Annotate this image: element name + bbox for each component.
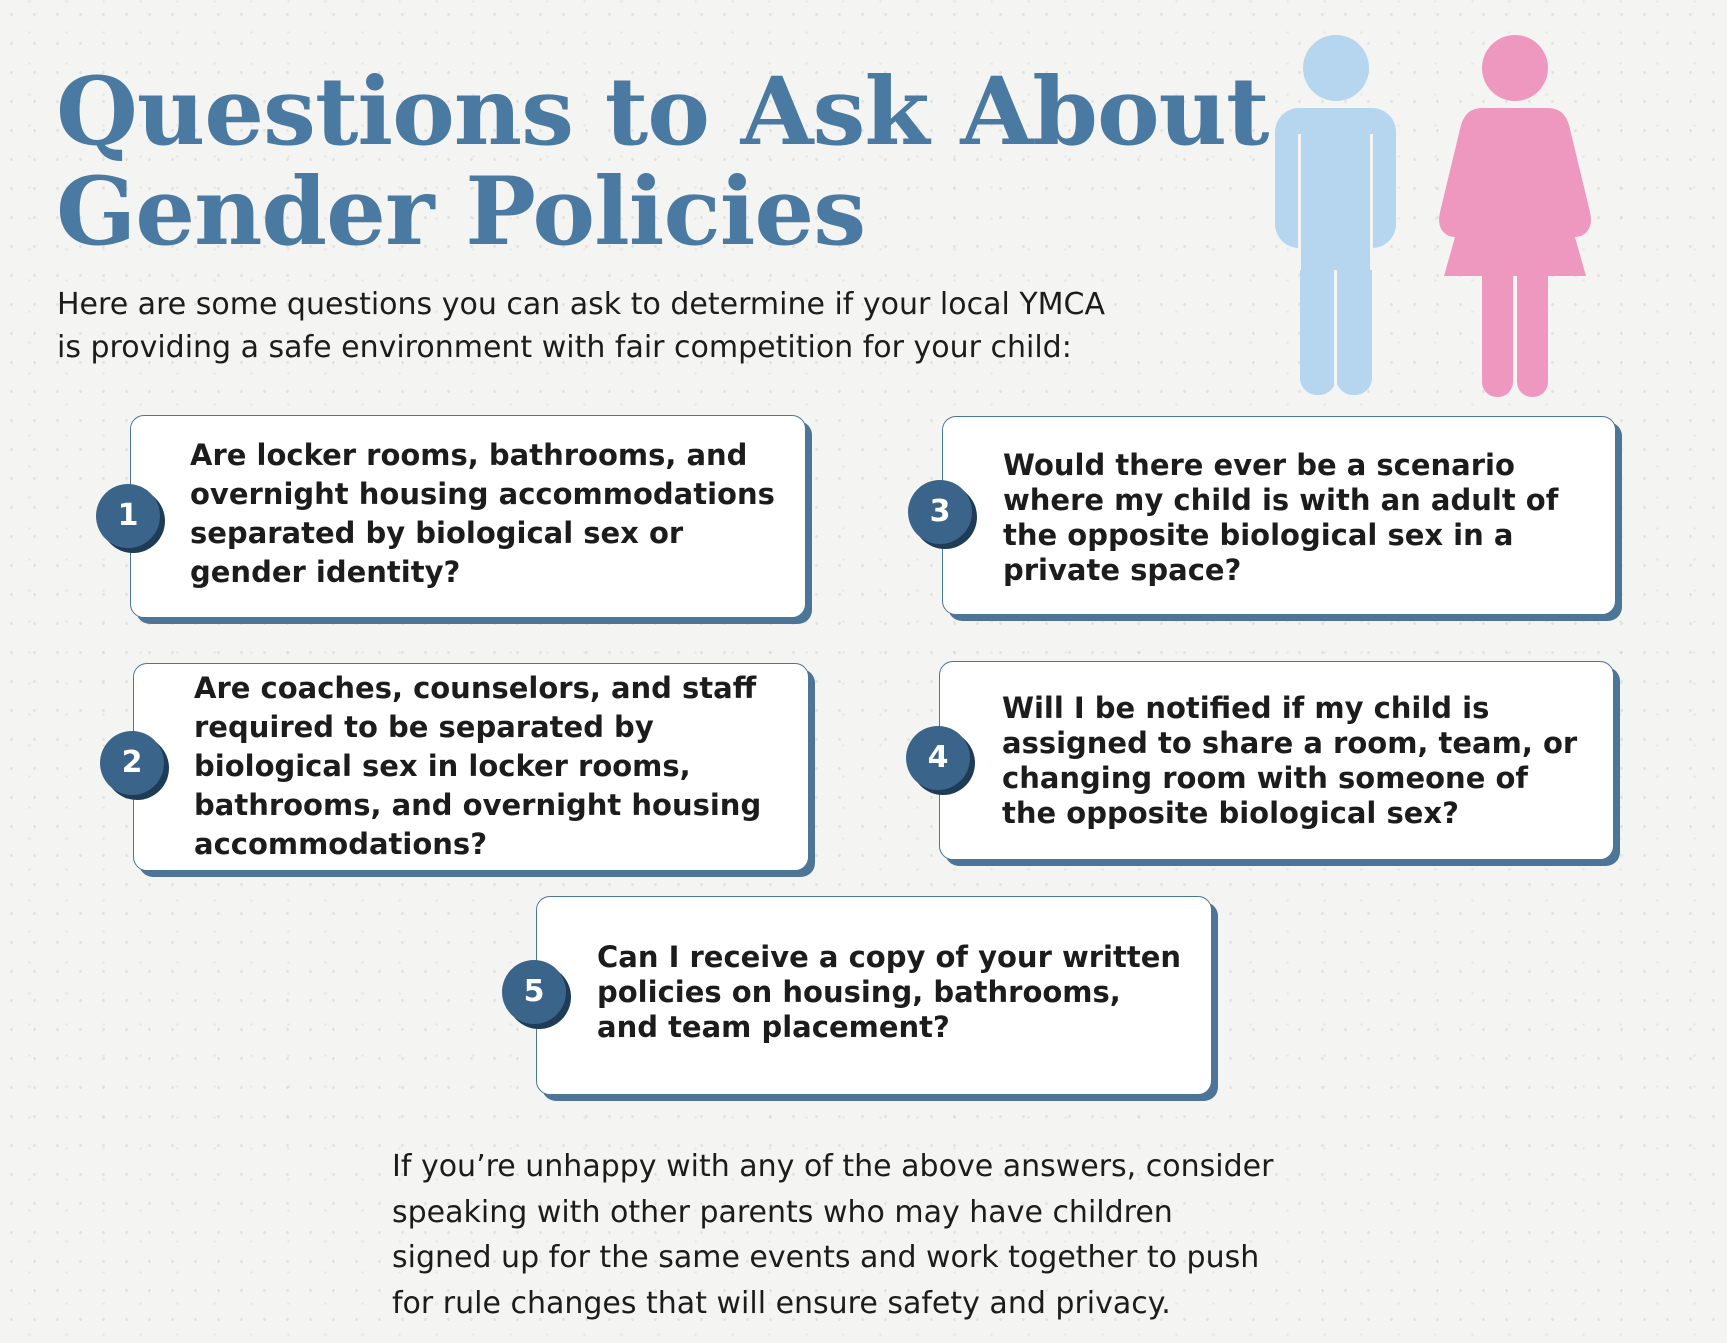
restroom-figures-illustration: [1268, 30, 1608, 400]
intro-line-2: is providing a safe environment with fair competition for your child:: [57, 330, 1072, 365]
closing-line-1: If you’re unhappy with any of the above answers, consider: [392, 1149, 1274, 1184]
question-card-1: [130, 415, 806, 618]
page-title-line-1: Questions to Ask About: [56, 57, 1269, 167]
question-4-text: Will I be notified if my child is assigned to share a room, team, or changing room with someone of the opposite biological sex?: [1002, 691, 1578, 830]
question-4-number-badge: 4: [906, 726, 970, 790]
closing-line-4: for rule changes that will ensure safety and privacy.: [392, 1285, 1171, 1321]
question-card-5: [536, 896, 1212, 1095]
question-1-number-badge: 1: [96, 484, 160, 548]
intro-paragraph: [57, 283, 1157, 369]
question-2-number-badge: 2: [100, 731, 164, 795]
page-title-line-2: Gender Policies: [56, 157, 866, 267]
question-card-2: [133, 663, 809, 871]
question-3-text: Would there ever be a scenario where my child is with an adult of the opposite biological sex in a private space?: [1003, 448, 1559, 587]
intro-line-1: Here are some questions you can ask to determine if your local YMCA: [57, 287, 1106, 322]
page-title: [56, 57, 1269, 267]
question-5-number-badge: 5: [502, 960, 566, 1024]
closing-line-3: signed up for the same events and work together to push: [392, 1240, 1260, 1275]
question-2-text: Are coaches, counselors, and staff required to be separated by biological sex in locker rooms, bathrooms, and overnight housing accommodations?: [194, 671, 762, 861]
closing-line-2: speaking with other parents who may have children: [392, 1194, 1173, 1230]
question-card-4: [939, 661, 1614, 860]
question-5-text: Can I receive a copy of your written policies on housing, bathrooms, and team placement?: [597, 940, 1182, 1044]
question-3-number-badge: 3: [908, 480, 972, 544]
closing-paragraph: [392, 1144, 1392, 1326]
question-card-3: [942, 416, 1616, 615]
question-1-text: Are locker rooms, bathrooms, and overnight housing accommodations separated by biological sex or gender identity?: [190, 438, 775, 589]
